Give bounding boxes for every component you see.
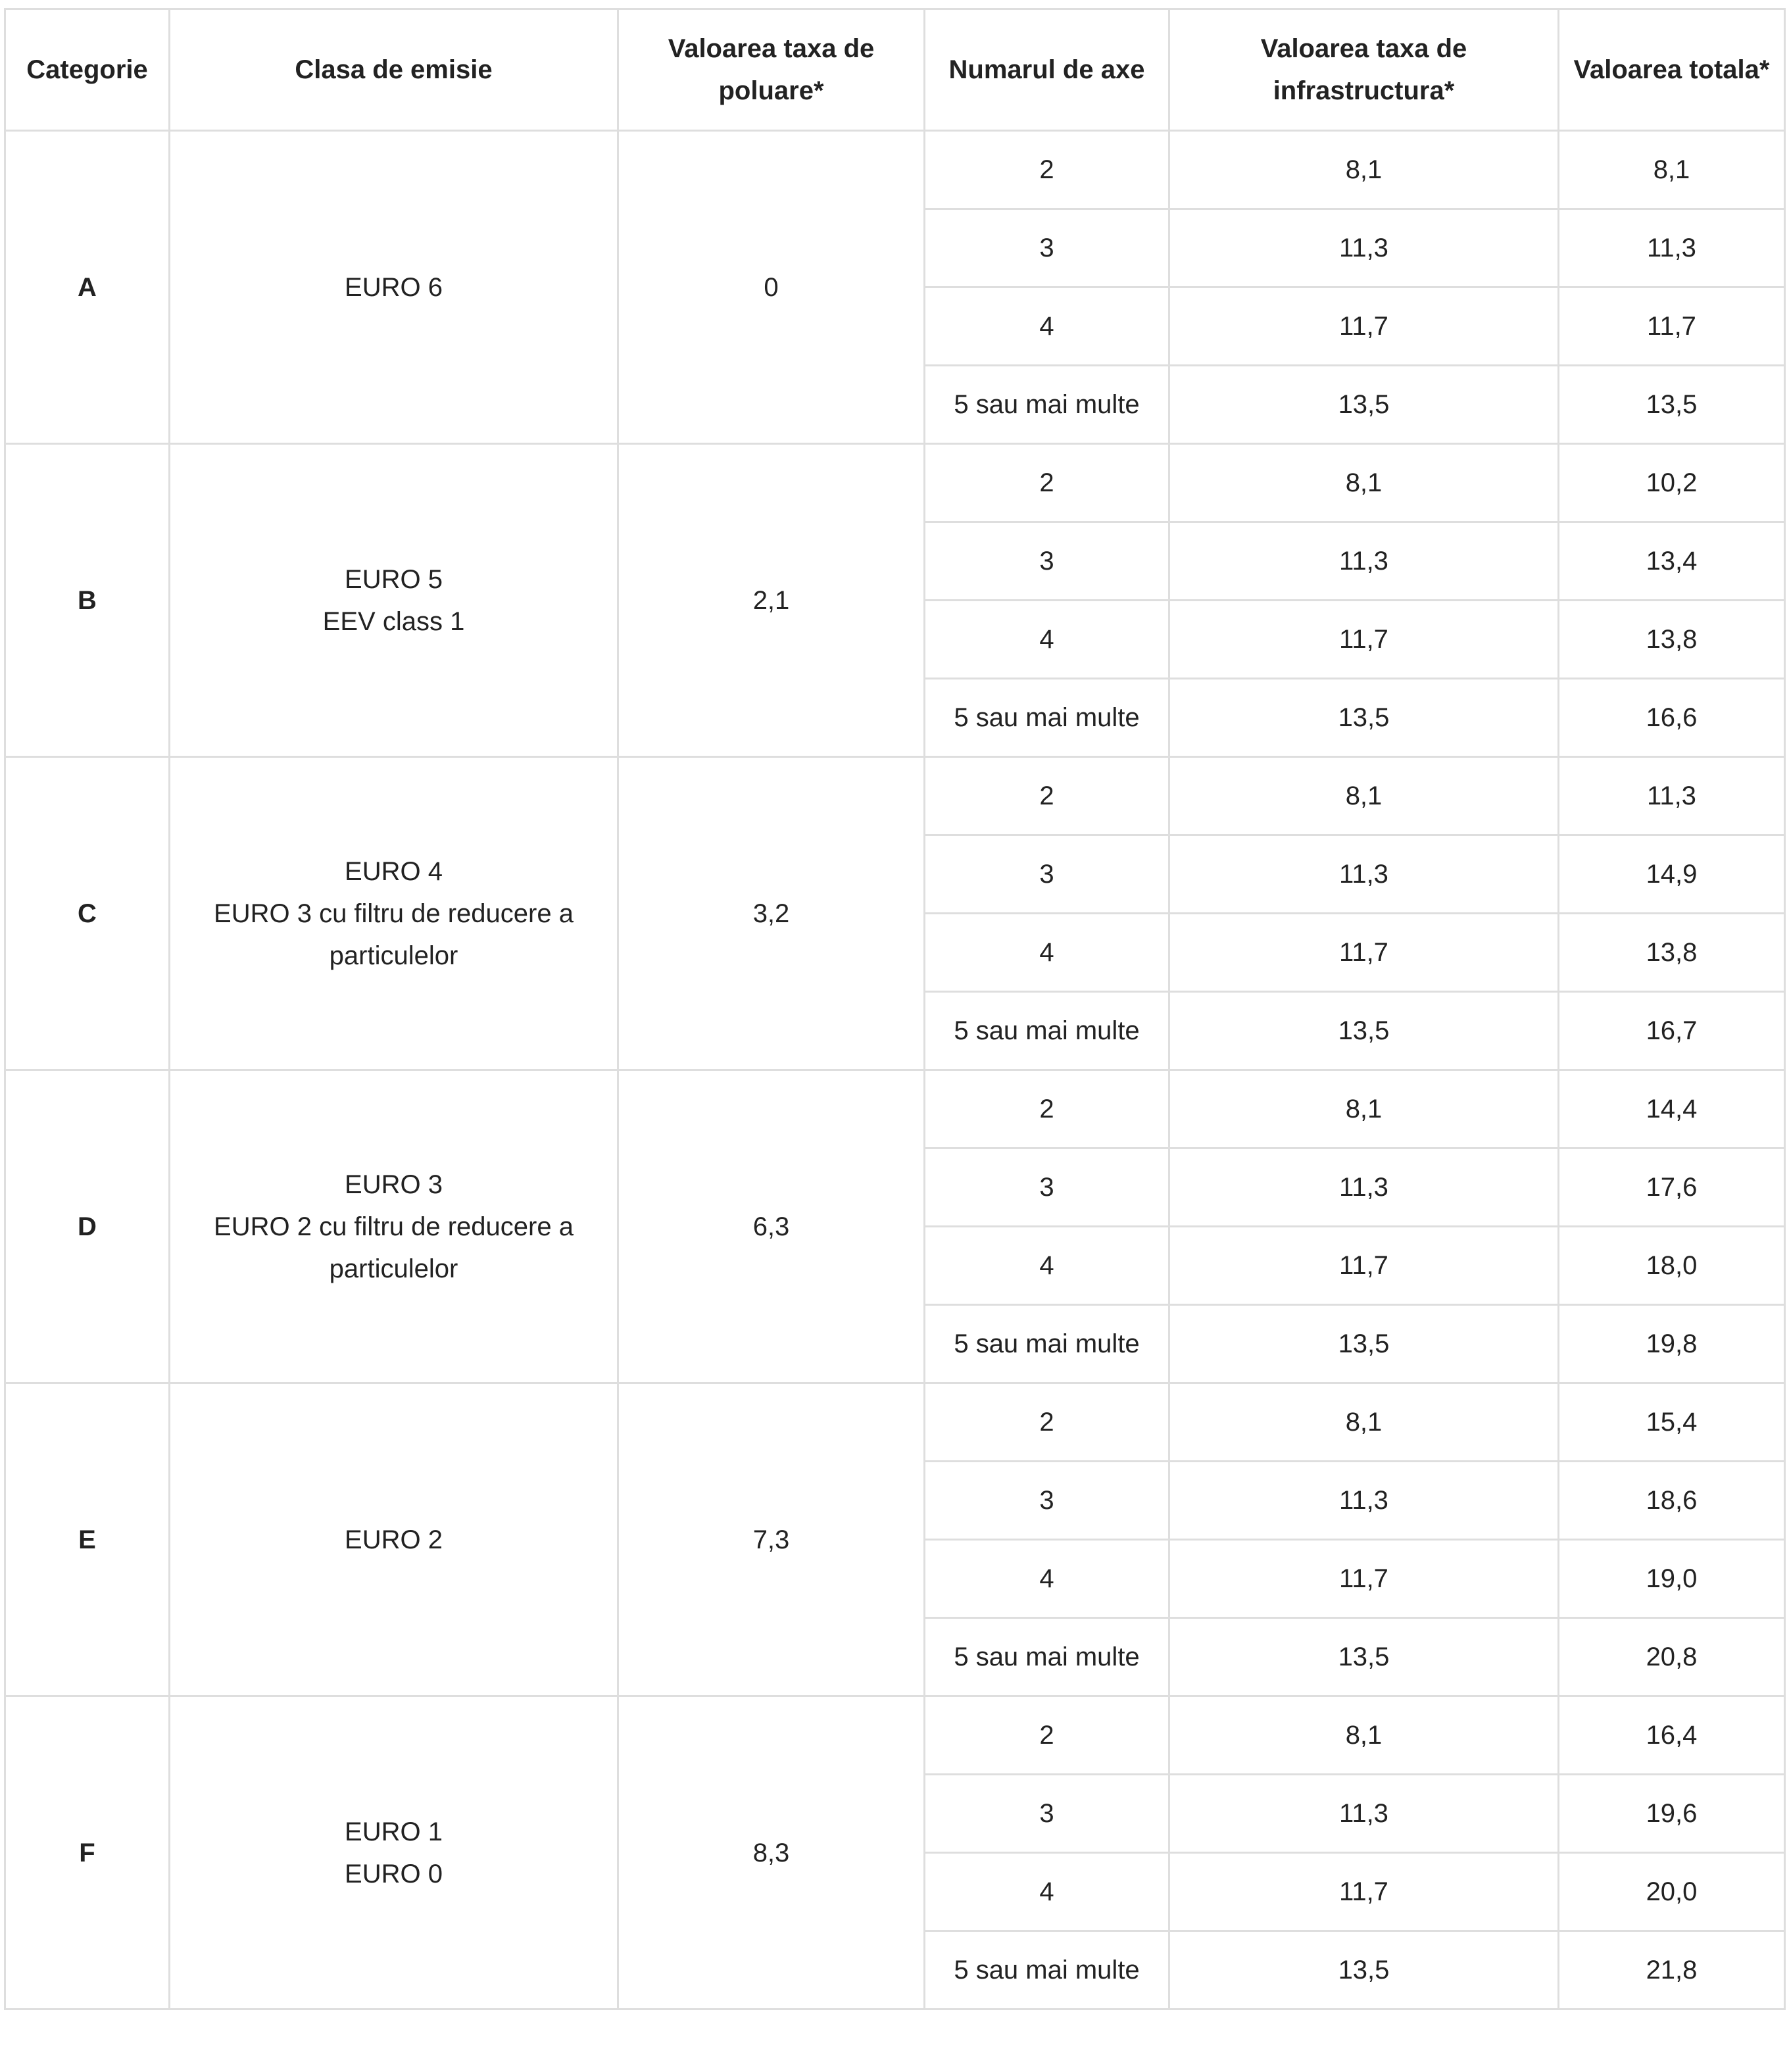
emission-class-cell <box>170 757 618 1070</box>
axles-cell: 5 sau mai multe <box>925 992 1169 1070</box>
emission-class-line: EURO 6 <box>345 272 443 302</box>
axles-cell: 5 sau mai multe <box>925 1931 1169 2010</box>
axles-cell: 5 sau mai multe <box>925 1305 1169 1383</box>
infrastructure-fee-cell: 11,7 <box>1169 1540 1559 1618</box>
category-cell: A <box>5 131 170 444</box>
emission-class-line: EURO 4 <box>345 856 443 886</box>
total-value-cell: 19,0 <box>1559 1540 1785 1618</box>
total-value-cell: 13,5 <box>1559 366 1785 444</box>
infrastructure-fee-cell: 8,1 <box>1169 131 1559 209</box>
total-value-cell: 11,7 <box>1559 287 1785 366</box>
axles-cell: 3 <box>925 522 1169 601</box>
total-value-cell: 14,9 <box>1559 835 1785 914</box>
total-value-cell: 18,6 <box>1559 1462 1785 1540</box>
axles-cell: 4 <box>925 287 1169 366</box>
total-value-cell: 16,4 <box>1559 1696 1785 1775</box>
infrastructure-fee-cell: 11,7 <box>1169 1227 1559 1305</box>
axles-cell: 3 <box>925 835 1169 914</box>
toll-rates-table <box>4 8 1786 2010</box>
axles-cell: 5 sau mai multe <box>925 1618 1169 1696</box>
axles-cell: 5 sau mai multe <box>925 366 1169 444</box>
emission-class-line: particulelor <box>329 1254 458 1283</box>
total-value-cell: 14,4 <box>1559 1070 1785 1148</box>
axles-cell: 2 <box>925 131 1169 209</box>
header-valoare-totala: Valoarea totala* <box>1559 9 1785 131</box>
emission-class-cell <box>170 131 618 444</box>
infrastructure-fee-cell: 13,5 <box>1169 679 1559 757</box>
infrastructure-fee-cell: 11,3 <box>1169 209 1559 287</box>
pollution-fee-cell: 6,3 <box>618 1070 925 1383</box>
total-value-cell: 15,4 <box>1559 1383 1785 1462</box>
emission-class-line: EURO 0 <box>345 1859 443 1888</box>
category-cell: B <box>5 444 170 757</box>
total-value-cell: 13,8 <box>1559 601 1785 679</box>
table-row <box>5 1383 1785 1462</box>
infrastructure-fee-cell: 13,5 <box>1169 1931 1559 2010</box>
total-value-cell: 13,8 <box>1559 914 1785 992</box>
table-row <box>5 1070 1785 1148</box>
axles-cell: 4 <box>925 914 1169 992</box>
total-value-cell: 20,0 <box>1559 1853 1785 1931</box>
infrastructure-fee-cell: 11,7 <box>1169 914 1559 992</box>
axles-cell: 3 <box>925 209 1169 287</box>
category-cell: D <box>5 1070 170 1383</box>
infrastructure-fee-cell: 11,3 <box>1169 1148 1559 1227</box>
total-value-cell: 11,3 <box>1559 209 1785 287</box>
table-row <box>5 1696 1785 1775</box>
axles-cell: 2 <box>925 757 1169 835</box>
table-row <box>5 444 1785 522</box>
total-value-cell: 19,8 <box>1559 1305 1785 1383</box>
category-cell: E <box>5 1383 170 1696</box>
axles-cell: 5 sau mai multe <box>925 679 1169 757</box>
infrastructure-fee-cell: 11,3 <box>1169 522 1559 601</box>
infrastructure-fee-cell: 13,5 <box>1169 366 1559 444</box>
table-body <box>5 131 1785 2010</box>
infrastructure-fee-cell: 11,7 <box>1169 1853 1559 1931</box>
total-value-cell: 10,2 <box>1559 444 1785 522</box>
header-clasa-emisie: Clasa de emisie <box>170 9 618 131</box>
header-categorie: Categorie <box>5 9 170 131</box>
emission-class-line: EURO 2 cu filtru de reducere a <box>214 1212 574 1241</box>
emission-class-line: EURO 3 <box>345 1170 443 1199</box>
axles-cell: 3 <box>925 1775 1169 1853</box>
header-row <box>5 9 1785 131</box>
infrastructure-fee-cell: 11,3 <box>1169 1462 1559 1540</box>
infrastructure-fee-cell: 13,5 <box>1169 1305 1559 1383</box>
infrastructure-fee-cell: 11,3 <box>1169 835 1559 914</box>
axles-cell: 2 <box>925 444 1169 522</box>
infrastructure-fee-cell: 8,1 <box>1169 1383 1559 1462</box>
infrastructure-fee-cell: 11,7 <box>1169 287 1559 366</box>
axles-cell: 4 <box>925 601 1169 679</box>
total-value-cell: 19,6 <box>1559 1775 1785 1853</box>
infrastructure-fee-cell: 8,1 <box>1169 444 1559 522</box>
emission-class-cell <box>170 1696 618 2010</box>
total-value-cell: 16,6 <box>1559 679 1785 757</box>
header-taxa-infrastructura: Valoarea taxa de infrastructura* <box>1169 9 1559 131</box>
pollution-fee-cell: 7,3 <box>618 1383 925 1696</box>
infrastructure-fee-cell: 11,7 <box>1169 601 1559 679</box>
axles-cell: 2 <box>925 1383 1169 1462</box>
total-value-cell: 17,6 <box>1559 1148 1785 1227</box>
axles-cell: 2 <box>925 1696 1169 1775</box>
total-value-cell: 11,3 <box>1559 757 1785 835</box>
emission-class-line: EURO 1 <box>345 1817 443 1846</box>
header-taxa-poluare: Valoarea taxa de poluare* <box>618 9 925 131</box>
axles-cell: 2 <box>925 1070 1169 1148</box>
emission-class-line: particulelor <box>329 941 458 970</box>
infrastructure-fee-cell: 13,5 <box>1169 1618 1559 1696</box>
emission-class-cell <box>170 444 618 757</box>
infrastructure-fee-cell: 8,1 <box>1169 1070 1559 1148</box>
axles-cell: 3 <box>925 1462 1169 1540</box>
emission-class-line: EURO 3 cu filtru de reducere a <box>214 899 574 928</box>
total-value-cell: 18,0 <box>1559 1227 1785 1305</box>
pollution-fee-cell: 3,2 <box>618 757 925 1070</box>
category-cell: C <box>5 757 170 1070</box>
infrastructure-fee-cell: 13,5 <box>1169 992 1559 1070</box>
pollution-fee-cell: 8,3 <box>618 1696 925 2010</box>
axles-cell: 4 <box>925 1540 1169 1618</box>
emission-class-line: EURO 2 <box>345 1525 443 1554</box>
table-row <box>5 757 1785 835</box>
axles-cell: 4 <box>925 1853 1169 1931</box>
emission-class-cell <box>170 1383 618 1696</box>
total-value-cell: 13,4 <box>1559 522 1785 601</box>
header-numar-axe: Numarul de axe <box>925 9 1169 131</box>
infrastructure-fee-cell: 11,3 <box>1169 1775 1559 1853</box>
emission-class-line: EEV class 1 <box>322 606 465 636</box>
axles-cell: 3 <box>925 1148 1169 1227</box>
total-value-cell: 8,1 <box>1559 131 1785 209</box>
total-value-cell: 16,7 <box>1559 992 1785 1070</box>
total-value-cell: 20,8 <box>1559 1618 1785 1696</box>
infrastructure-fee-cell: 8,1 <box>1169 1696 1559 1775</box>
emission-class-line: EURO 5 <box>345 564 443 594</box>
emission-class-cell <box>170 1070 618 1383</box>
pollution-fee-cell: 2,1 <box>618 444 925 757</box>
axles-cell: 4 <box>925 1227 1169 1305</box>
infrastructure-fee-cell: 8,1 <box>1169 757 1559 835</box>
total-value-cell: 21,8 <box>1559 1931 1785 2010</box>
pollution-fee-cell: 0 <box>618 131 925 444</box>
table-row <box>5 131 1785 209</box>
category-cell: F <box>5 1696 170 2010</box>
